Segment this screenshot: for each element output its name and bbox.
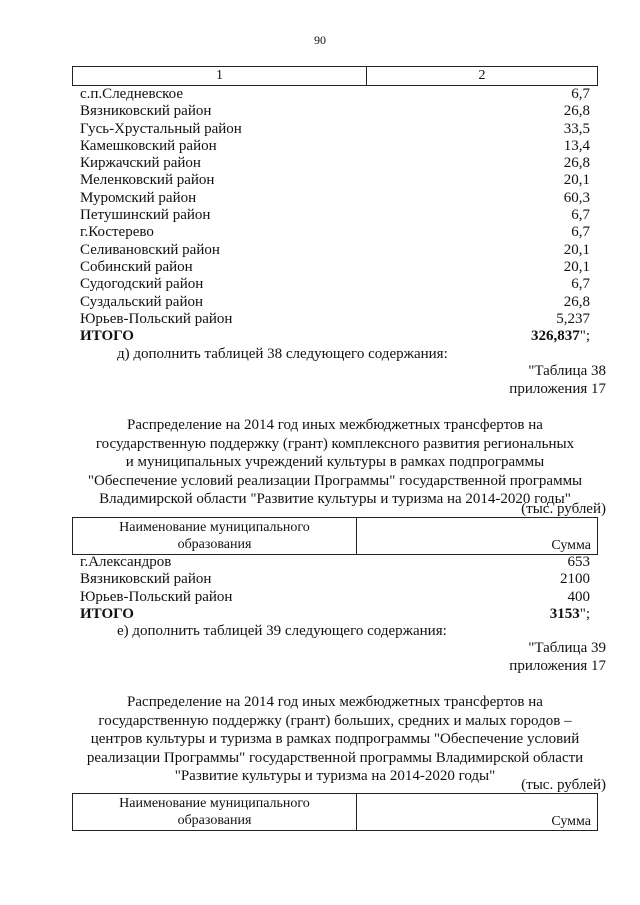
row-name: Вязниковский район <box>80 103 212 120</box>
row-value: 33,5 <box>563 120 590 137</box>
row-value: 2100 <box>560 571 590 588</box>
header-line: Наименование муниципального <box>119 796 310 811</box>
row-value: 26,8 <box>563 103 590 120</box>
table38-title <box>70 416 600 509</box>
table-row <box>80 259 590 276</box>
total-value: 326,837 <box>530 328 580 344</box>
table39-ref-line1: "Таблица 39 <box>528 640 606 656</box>
total-label: ИТОГО <box>80 606 134 622</box>
row-value: 26,8 <box>563 155 590 172</box>
row-name: Юрьев-Польский район <box>80 588 233 605</box>
table-row <box>80 172 590 189</box>
table-row-total <box>80 606 590 623</box>
table38-ref-line1: "Таблица 38 <box>528 363 606 379</box>
table38-total <box>80 606 590 623</box>
table1-header <box>72 66 598 86</box>
table-row <box>80 276 590 293</box>
table39-sum-header <box>357 794 597 830</box>
title-line: центров культуры и туризма в рамках подпрограммы "Обеспечение условий <box>90 731 580 747</box>
item-d-text: д) дополнить таблицей 38 следующего содержания: <box>117 346 448 362</box>
table-row <box>80 86 590 103</box>
row-name: Гусь-Хрустальный район <box>80 120 242 137</box>
table-row <box>80 103 590 120</box>
table38-body <box>80 554 590 606</box>
table-row <box>80 190 590 207</box>
row-value: 5,237 <box>556 310 590 327</box>
row-value: 20,1 <box>563 258 590 275</box>
row-value: 400 <box>567 588 590 605</box>
table38-ref-line2: приложения 17 <box>509 381 606 397</box>
table-row <box>80 121 590 138</box>
row-value: 60,3 <box>563 189 590 206</box>
table-row <box>80 294 590 311</box>
row-name: г.Александров <box>80 554 172 570</box>
header-line: образования <box>177 537 252 552</box>
total-suffix: "; <box>579 606 590 622</box>
title-line: Распределение на 2014 год иных межбюджетных трансфертов на <box>127 694 543 710</box>
row-value: 6,7 <box>571 224 590 241</box>
table39-title <box>70 693 600 786</box>
table-row-total <box>80 328 590 345</box>
table-row <box>80 311 590 328</box>
table38-sum-header <box>357 518 597 554</box>
table39-ref-line2: приложения 17 <box>509 658 606 674</box>
table39-units: (тыс. рублей) <box>521 777 606 793</box>
table39-name-header <box>73 794 357 830</box>
row-value: 20,1 <box>563 172 590 189</box>
row-name: Судогодский район <box>80 276 204 293</box>
row-name: Юрьев-Польский район <box>80 310 233 327</box>
page-number: 90 <box>314 33 326 47</box>
table-row <box>80 554 590 571</box>
title-line: реализации Программы" государственной программы Владимирской области <box>86 749 584 766</box>
sum-header-label: Сумма <box>551 538 591 553</box>
table-row <box>80 571 590 588</box>
table38-header <box>72 517 598 555</box>
title-line: государственную поддержку (грант) больших, средних и малых городов – <box>98 712 572 729</box>
table1-body <box>80 86 590 328</box>
row-name: г.Костерево <box>80 224 154 241</box>
table1-col1-header: 1 <box>73 67 367 85</box>
row-value: 26,8 <box>563 293 590 310</box>
row-name: Собинский район <box>80 258 193 275</box>
table39-header <box>72 793 598 831</box>
title-line: Распределение на 2014 год иных межбюджетных трансфертов на <box>127 417 543 433</box>
row-value: 6,7 <box>571 86 590 102</box>
title-line: "Развитие культуры и туризма на 2014-2020 годы" <box>174 768 496 784</box>
title-line: "Обеспечение условий реализации Программы" государственной программы <box>87 472 583 489</box>
table-row <box>80 242 590 259</box>
table-row <box>80 138 590 155</box>
row-value: 6,7 <box>571 276 590 293</box>
row-name: Киржачский район <box>80 155 201 172</box>
row-name: Селивановский район <box>80 241 220 258</box>
item-e-text: е) дополнить таблицей 39 следующего содержания: <box>117 623 447 639</box>
row-name: Муромский район <box>80 189 197 206</box>
title-line: Владимирской области "Развитие культуры и туризма на 2014-2020 годы" <box>99 491 571 507</box>
sum-header-label: Сумма <box>551 814 591 829</box>
table-row <box>80 207 590 224</box>
total-value: 3153 <box>549 606 580 622</box>
row-value: 20,1 <box>563 241 590 258</box>
header-line: образования <box>177 813 252 828</box>
table38-name-header <box>73 518 357 554</box>
row-name: с.п.Следневское <box>80 86 183 102</box>
table-row <box>80 224 590 241</box>
row-name: Петушинский район <box>80 207 211 224</box>
title-line: государственную поддержку (грант) комплексного развития региональных <box>95 435 575 452</box>
header-line: Наименование муниципального <box>119 520 310 535</box>
title-line: и муниципальных учреждений культуры в рамках подпрограммы <box>125 454 545 470</box>
total-suffix: "; <box>579 328 590 344</box>
row-name: Вязниковский район <box>80 571 212 588</box>
table38-units: (тыс. рублей) <box>521 501 606 517</box>
row-value: 653 <box>567 554 590 570</box>
table-row <box>80 589 590 606</box>
row-name: Суздальский район <box>80 293 203 310</box>
row-name: Камешковский район <box>80 137 217 154</box>
table-row <box>80 155 590 172</box>
row-value: 13,4 <box>563 137 590 154</box>
table1-col2-header: 2 <box>478 68 486 83</box>
row-value: 6,7 <box>571 207 590 224</box>
row-name: Меленковский район <box>80 172 215 189</box>
total-label: ИТОГО <box>80 328 134 344</box>
table1-total <box>80 328 590 345</box>
